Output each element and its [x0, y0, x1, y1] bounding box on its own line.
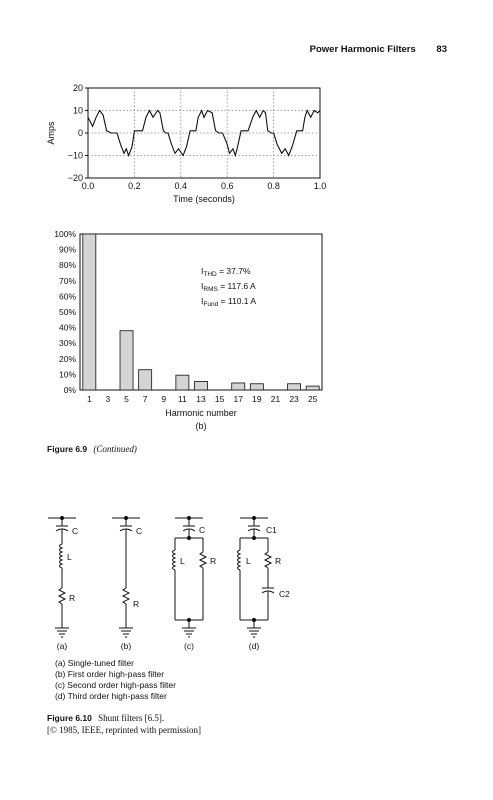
- y-tick-label: −20: [67, 173, 83, 183]
- resistor-symbol: [265, 552, 271, 568]
- y-tick-label: 50%: [58, 307, 76, 317]
- bar-harmonic-23: [288, 384, 301, 390]
- inductor-symbol: [173, 550, 176, 570]
- figure-caption-text: (Continued): [93, 444, 137, 454]
- inductor-symbol: [238, 550, 241, 570]
- y-axis-label: Amps: [46, 121, 56, 145]
- bar-harmonic-25: [306, 386, 319, 390]
- x-tick-label: 11: [177, 394, 187, 404]
- x-tick-label: 1: [86, 394, 92, 404]
- circuit-label: L: [246, 556, 251, 566]
- bars: [83, 234, 319, 390]
- figure-caption-text: Shunt filters [6.5].: [98, 713, 165, 723]
- bar-harmonic-19: [250, 384, 263, 390]
- circuit-caption: (b): [120, 641, 132, 651]
- x-axis-label: Harmonic number: [165, 408, 237, 418]
- y-tick-label: 60%: [58, 291, 76, 302]
- y-tick-label: 70%: [58, 275, 76, 286]
- page-number: 83: [436, 44, 447, 55]
- y-tick-label: 90%: [58, 244, 76, 255]
- y-tick-label: 20%: [58, 353, 76, 364]
- inductor-symbol: [60, 544, 63, 568]
- y-tick-labels: [54, 229, 76, 395]
- harmonic-spectrum-chart: [40, 228, 340, 444]
- circuit-label: R: [210, 556, 217, 566]
- bar-harmonic-11: [176, 375, 189, 390]
- circuit-label: C: [136, 526, 143, 536]
- bar-harmonic-7: [139, 370, 152, 390]
- x-tick-label: 9: [161, 394, 167, 404]
- circuit-caption: (d): [248, 641, 260, 651]
- resistor-symbol: [123, 588, 129, 604]
- x-tick-label: 15: [214, 394, 225, 404]
- bar-harmonic-5: [120, 331, 133, 390]
- panel-label: (b): [195, 421, 207, 431]
- x-axis-label: Time (seconds): [173, 194, 235, 204]
- x-tick-label: 7: [142, 394, 148, 404]
- bar-harmonic-13: [194, 381, 207, 390]
- x-tick-labels: [87, 394, 318, 404]
- x-tick-label: 0.6: [220, 181, 234, 191]
- legend-item: (d) Third order high-pass filter: [55, 691, 167, 701]
- x-tick-label: 23: [289, 394, 299, 404]
- x-tick-label: 5: [124, 394, 129, 404]
- x-tick-label: 1.0: [313, 181, 327, 191]
- figure-label: Figure 6.9: [47, 444, 88, 454]
- running-title: Power Harmonic Filters: [309, 44, 416, 55]
- figure-credit: [© 1985, IEEE, reprinted with permission]: [47, 725, 202, 735]
- x-tick-labels: [82, 181, 327, 191]
- stat-annotation: $I_{RMS} = 117.6$ A: [201, 281, 256, 293]
- y-tick-label: 10: [72, 105, 83, 116]
- y-tick-label: 0: [77, 128, 83, 138]
- x-tick-label: 17: [233, 394, 243, 404]
- bar-harmonic-1: [83, 234, 96, 390]
- plot-frame: [80, 234, 322, 390]
- circuit-label: L: [67, 552, 72, 562]
- circuit-label: C: [199, 525, 206, 535]
- circuit-caption: (c): [184, 641, 194, 651]
- circuit-label: L: [180, 556, 185, 566]
- grid-lines: [88, 88, 320, 178]
- x-tick-label: 19: [252, 394, 262, 404]
- legend-item: (c) Second order high-pass filter: [55, 680, 176, 690]
- resistor-symbol: [200, 552, 206, 568]
- y-tick-label: 30%: [58, 338, 76, 349]
- figure-6-10-caption: [47, 712, 201, 736]
- y-tick-label: 40%: [58, 322, 76, 333]
- legend-item: (a) Single-tuned filter: [55, 658, 134, 668]
- x-tick-label: 0.4: [174, 181, 188, 191]
- y-tick-label: 10%: [58, 369, 76, 380]
- stat-annotation: $I_{Fund} = 110.1$ A: [201, 296, 257, 308]
- x-tick-label: 21: [270, 394, 281, 404]
- legend-item: (b) First order high-pass filter: [55, 669, 165, 679]
- y-tick-label: −10: [67, 150, 83, 161]
- circuit-label: R: [275, 556, 282, 566]
- x-tick-label: 0.2: [128, 181, 141, 191]
- circuit-caption: (a): [56, 641, 68, 651]
- y-tick-label: 100%: [54, 229, 76, 239]
- x-tick-label: 0.0: [81, 181, 95, 191]
- bar-harmonic-17: [232, 383, 245, 390]
- x-tick-label: 13: [196, 394, 206, 404]
- figure-label: Figure 6.10: [47, 713, 92, 723]
- x-tick-label: 0.8: [267, 181, 280, 191]
- stats-annotations: [201, 266, 256, 308]
- y-tick-labels: [68, 83, 88, 183]
- circuit-label: C: [72, 526, 79, 536]
- figure-6-9-caption: [47, 444, 137, 454]
- circuit-label: C2: [279, 589, 290, 599]
- circuit-label: C1: [266, 525, 277, 535]
- resistor-symbol: [59, 588, 65, 604]
- page-header: [310, 44, 447, 55]
- circuit-label: R: [69, 593, 76, 603]
- x-tick-label: 3: [105, 394, 111, 404]
- x-tick-label: 25: [307, 394, 318, 404]
- current-waveform-chart: [40, 80, 340, 215]
- y-tick-label: 20: [72, 83, 83, 93]
- y-tick-label: 80%: [58, 260, 76, 271]
- stat-annotation: $I_{THD} = 37.7\%$: [201, 266, 251, 278]
- shunt-filter-circuits: [40, 508, 340, 658]
- y-tick-label: 0%: [63, 385, 76, 395]
- circuit-legend: [55, 658, 176, 702]
- circuit-label: R: [133, 599, 140, 609]
